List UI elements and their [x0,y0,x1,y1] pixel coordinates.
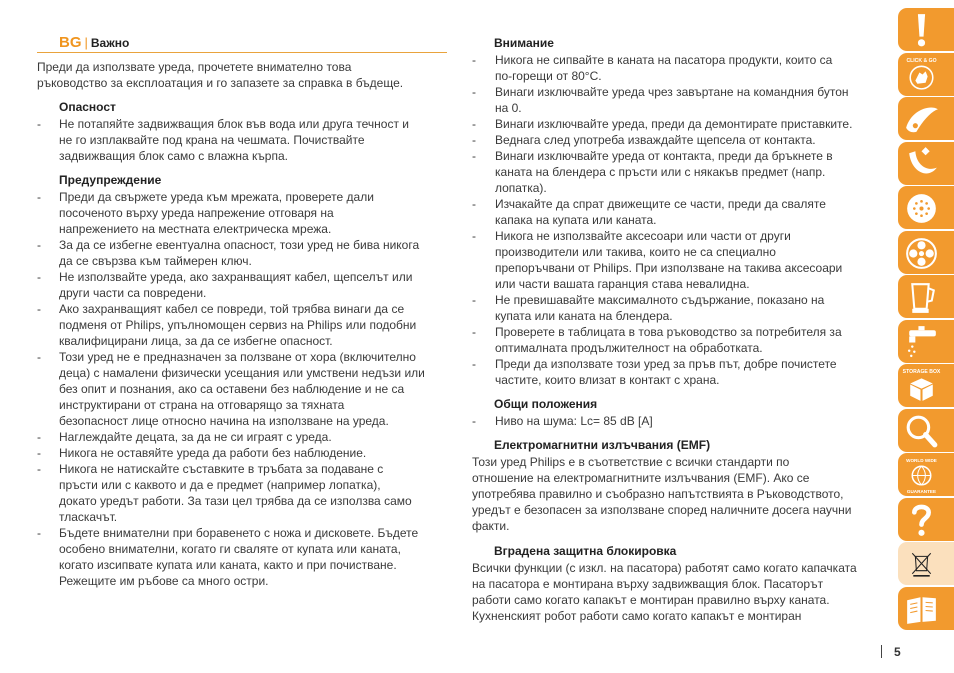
tab-slicing[interactable] [898,231,954,274]
list-item [37,525,447,589]
exclamation-icon [901,9,942,50]
item-line: Ниво на шума: Lc= 85 dB [A] [495,414,653,428]
list-item [37,429,447,445]
item-line: Никога не оставяйте уреда да работи без наблюдение. [59,446,367,460]
item-line: капака на купата или каната. [495,213,657,227]
right-column [472,35,890,624]
bullet-dash: - [37,350,41,364]
blender-jug-icon [901,276,942,317]
intro-line: ръководство за експлоатация и го запазете за справка в бъдеще. [37,76,404,90]
item-line: Винаги изключвайте уреда от контакта, преди да бръкнете в [495,149,833,163]
item-line: докато уредът работи. За тази цел трябва да се използва само [59,494,412,508]
bullet-dash: - [37,446,41,460]
item-line: Наглеждайте децата, за да не си играят с уреда. [59,430,332,444]
bullet-dash: - [472,85,476,99]
list-item [472,228,890,292]
list-item [37,445,447,461]
chapter-tab-sidebar [898,8,954,632]
section-heading-danger: Опасност [59,100,116,114]
guarantee-globe-icon [901,454,942,495]
bullet-dash: - [37,270,41,284]
section-heading-warning: Предупреждение [59,173,162,187]
grater-disc-icon [901,187,942,228]
item-line: инструктирани от страна на отговарящо за тяхната [59,398,345,412]
item-line: Никога не сипвайте в каната на пасатора продукти, които са [495,53,833,67]
item-line: Преди да използвате този уред за пръв път, добре почистете [495,357,837,371]
item-line: Не използвайте уреда, ако захранващият кабел, щепселът или [59,270,413,284]
guarantee-label-bottom: GUARANTEE [906,488,937,494]
item-line: Бъдете внимателни при боравенето с ножа и дисковете. Бъдете [59,526,419,540]
emf-paragraph [472,454,890,534]
magnifier-icon [901,410,942,451]
section-heading-emf: Електромагнитни излъчвания (EMF) [494,438,711,452]
section-heading-safety-lock: Вградена защитна блокировка [494,544,677,558]
storage-box-label: STORAGE BOX [902,369,941,376]
item-line: Режещите им ръбове са много остри. [59,574,269,588]
item-line: особено внимателни, когато ги сваляте от купата или каната, [59,542,401,556]
item-line: когато изсипвате купата или каната, както и при почистване. [59,558,397,572]
page-number: 5 [894,645,901,659]
header-separator: | [84,35,88,50]
safety-lock-paragraph [472,560,890,624]
section-heading-caution: Внимание [494,36,554,50]
item-line: по-горещи от 80°C. [495,69,602,83]
paragraph-line: Този уред Philips е в съответствие с всички стандарти по [472,455,790,469]
list-item [472,413,890,429]
paragraph-line: работи само когато капакът е монтиран правилно върху каната. [472,593,830,607]
bullet-dash: - [37,238,41,252]
list-item [37,269,447,301]
item-line: подменя от Philips, упълномощен сервиз на Philips или подобни [59,318,417,332]
page-title: Важно [90,36,130,50]
list-item [472,356,890,388]
item-line: тласкачът. [59,510,118,524]
item-line: Този уред не е предназначен за ползване от хора (включително [59,350,416,364]
click-and-go-label: CLICK & GO [906,57,937,64]
item-line: без опит и познания, ако са оставени без наблюдение и не са [59,382,405,396]
list-item [37,116,447,164]
bullet-dash: - [472,325,476,339]
paragraph-line: Кухненският робот работи само когато капакът е монтиран [472,609,802,623]
bullet-dash: - [37,430,41,444]
bullet-dash: - [37,462,41,476]
bullet-dash: - [37,190,41,204]
item-line: Веднага след употреба изваждайте щепсела от контакта. [495,133,816,147]
tab-grating[interactable] [898,186,954,229]
tab-important[interactable] [898,8,954,51]
slicing-disc-icon [901,232,942,273]
paragraph-line: уредът е безопасен за използване според наличните досега научни [472,503,852,517]
paragraph-line: факти. [472,519,510,533]
item-line: частите, които влизат в контакт с храна. [495,373,720,387]
blade-icon [901,98,942,139]
item-line: оптималната продължителност на обработката. [495,341,763,355]
bullet-dash: - [37,117,41,131]
item-line: Не превишавайте максималното съдържание, показано на [495,293,825,307]
item-line: каната на блендера с пръсти или с някакъв предмет (напр. [495,165,826,179]
item-line: посоченото върху уреда напрежение отговаря на [59,206,334,220]
kneading-hook-icon [901,143,942,184]
paragraph-line: употребява правилно и съобразно напътствията в Ръководството, [472,487,844,501]
item-line: Ако захранващият кабел се повреди, той трябва винаги да се [59,302,405,316]
item-line: Винаги изключвайте уреда чрез завъртане на командния бутон [495,85,849,99]
list-item [472,148,890,196]
list-item [37,461,447,525]
tab-blade[interactable] [898,97,954,140]
item-line: задвижващия блок само с влажна кърпа. [59,149,288,163]
page-header [37,35,447,53]
intro-paragraph [37,59,447,91]
page-number-divider [881,645,882,658]
bullet-dash: - [472,133,476,147]
item-line: или части вашата гаранция става невалидна. [495,277,750,291]
bullet-dash: - [472,229,476,243]
item-line: Проверете в таблицата в това ръководство за потребителя за [495,325,842,339]
intro-line: Преди да използвате уреда, прочетете внимателно това [37,60,352,74]
bullet-dash: - [472,293,476,307]
item-line: лопатка). [495,181,547,195]
paragraph-line: Всички функции (с изкл. на пасатора) работят само когато капачката [472,561,857,575]
bullet-dash: - [472,53,476,67]
list-item [472,292,890,324]
item-line: Никога не натискайте съставките в тръбата за подаване с [59,462,384,476]
bullet-dash: - [472,197,476,211]
section-heading-general: Общи положения [494,397,598,411]
bullet-dash: - [472,357,476,371]
item-line: да се свързва към таймерен ключ. [59,254,252,268]
item-line: производители или такива, които не са специално [495,245,776,259]
item-line: деца) с намалени физически усещания или умствени недъзи или [59,366,425,380]
list-item [472,116,890,132]
tap-icon [901,321,942,362]
crossed-bin-icon [901,543,942,584]
tab-faq[interactable] [898,498,954,541]
list-item [472,52,890,84]
tab-kneading[interactable] [898,142,954,185]
item-line: пръсти или с каквото и да е предмет (например лопатка), [59,478,381,492]
bullet-dash: - [37,302,41,316]
item-line: квалифицирани лица, за да се избегне опасност. [59,334,333,348]
bullet-dash: - [472,149,476,163]
tab-blender[interactable] [898,275,954,318]
item-line: Преди да свържете уреда към мрежата, проверете дали [59,190,374,204]
item-line: Изчакайте да спрат движещите се части, преди да сваляте [495,197,826,211]
left-column [37,35,447,589]
language-code: BG [59,34,82,51]
tab-environment[interactable] [898,542,954,585]
item-line: не го изплаквайте под крана на чешмата. Почиствайте [59,133,365,147]
item-line: За да се избегне евентуална опасност, този уред не бива никога [59,238,420,252]
list-item [472,324,890,356]
item-line: Винаги изключвайте уреда, преди да демонтирате приставките. [495,117,853,131]
bullet-dash: - [472,414,476,428]
book-icon [901,588,942,629]
tab-guarantee[interactable] [898,453,954,496]
list-item [472,84,890,116]
tab-troubleshooting[interactable] [898,409,954,452]
item-line: препоръчвани от Philips. При използване на такива аксесоари [495,261,843,275]
paragraph-line: отношение на електромагнитните излъчвания (EMF). Ако се [472,471,810,485]
item-line: Никога не използвайте аксесоари или части от други [495,229,791,243]
item-line: купата или каната на блендера. [495,309,673,323]
storage-box-icon [901,365,942,406]
question-icon [901,499,942,540]
item-line: напрежението на местната електрическа мрежа. [59,222,332,236]
tab-storage[interactable] [898,364,954,407]
item-line: на 0. [495,101,522,115]
bullet-dash: - [37,526,41,540]
bullet-dash: - [472,117,476,131]
list-item [472,196,890,228]
click-and-go-icon [901,54,942,95]
list-item [37,349,447,429]
guarantee-label-top: WORLD WIDE [906,458,937,464]
tab-click-and-go[interactable] [898,53,954,96]
list-item [472,132,890,148]
item-line: безопасност лице относно начина на използване на уреда. [59,414,389,428]
list-item [37,237,447,269]
list-item [37,301,447,349]
paragraph-line: на пасатора е монтирана върху задвижващия блок. Пасаторът [472,577,824,591]
item-line: други части са повредени. [59,286,207,300]
item-line: Не потапяйте задвижващия блок във вода или друга течност и [59,117,409,131]
tab-cleaning[interactable] [898,320,954,363]
list-item [37,189,447,237]
tab-recipes[interactable] [898,587,954,630]
